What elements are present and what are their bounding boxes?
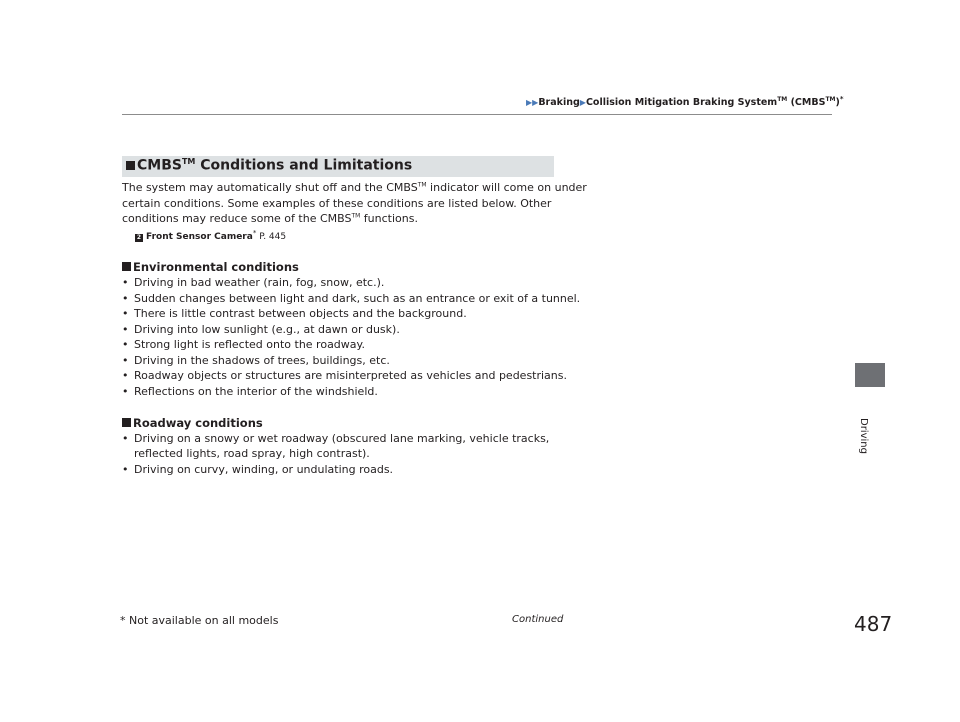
chevron-right-icon: ▶ bbox=[579, 98, 586, 108]
reference-arrow-icon: 2 bbox=[136, 234, 142, 241]
cross-reference-link[interactable]: 2 Front Sensor Camera* P. 445 bbox=[136, 229, 287, 242]
square-bullet-icon bbox=[126, 161, 135, 170]
intro-line-2: certain conditions. Some examples of these conditions are listed below. Other bbox=[122, 197, 552, 210]
header-divider bbox=[122, 114, 832, 115]
list-item: • There is little contrast between objects and the background. bbox=[122, 307, 467, 320]
intro-line-3: conditions may reduce some of the CMBS™ functions. bbox=[122, 212, 418, 225]
environmental-heading: Environmental conditions bbox=[122, 260, 299, 274]
list-item: • Driving into low sunlight (e.g., at dawn or dusk). bbox=[122, 323, 400, 336]
breadcrumb-item-braking[interactable]: Braking bbox=[538, 97, 580, 109]
list-item: • Sudden changes between light and dark, such as an entrance or exit of a tunnel. bbox=[122, 292, 581, 305]
list-item: • Driving in bad weather (rain, fog, snow, etc.). bbox=[122, 276, 385, 289]
square-bullet-icon bbox=[122, 262, 131, 271]
list-item: • Reflections on the interior of the windshield. bbox=[122, 385, 378, 398]
section-title: CMBS™ Conditions and Limitations bbox=[126, 157, 412, 174]
breadcrumb bbox=[526, 95, 844, 108]
list-item: • Roadway objects or structures are misinterpreted as vehicles and pedestrians. bbox=[122, 369, 568, 382]
continued-label: Continued bbox=[512, 614, 564, 625]
chapter-label: Driving bbox=[858, 418, 869, 454]
chapter-tab bbox=[855, 363, 885, 387]
list-item: • Driving on curvy, winding, or undulating roads. bbox=[122, 463, 394, 476]
list-item: • Driving in the shadows of trees, buildings, etc. bbox=[122, 354, 390, 367]
list-item: • Driving on a snowy or wet roadway (obscured lane marking, vehicle tracks, bbox=[122, 432, 550, 445]
page-number: 487 bbox=[854, 612, 893, 636]
square-bullet-icon bbox=[122, 418, 131, 427]
intro-line-1: The system may automatically shut off and the CMBS™ indicator will come on under bbox=[122, 181, 587, 194]
roadway-heading: Roadway conditions bbox=[122, 416, 263, 430]
breadcrumb-item-cmbs[interactable]: Collision Mitigation Braking System™ (CMBS™)* bbox=[585, 95, 844, 109]
footnote: * Not available on all models bbox=[120, 614, 279, 627]
list-item: • Strong light is reflected onto the roadway. bbox=[122, 338, 365, 351]
chevron-right-icon: ▶▶ bbox=[526, 98, 539, 108]
list-item-continuation: reflected lights, road spray, high contrast). bbox=[134, 447, 370, 460]
